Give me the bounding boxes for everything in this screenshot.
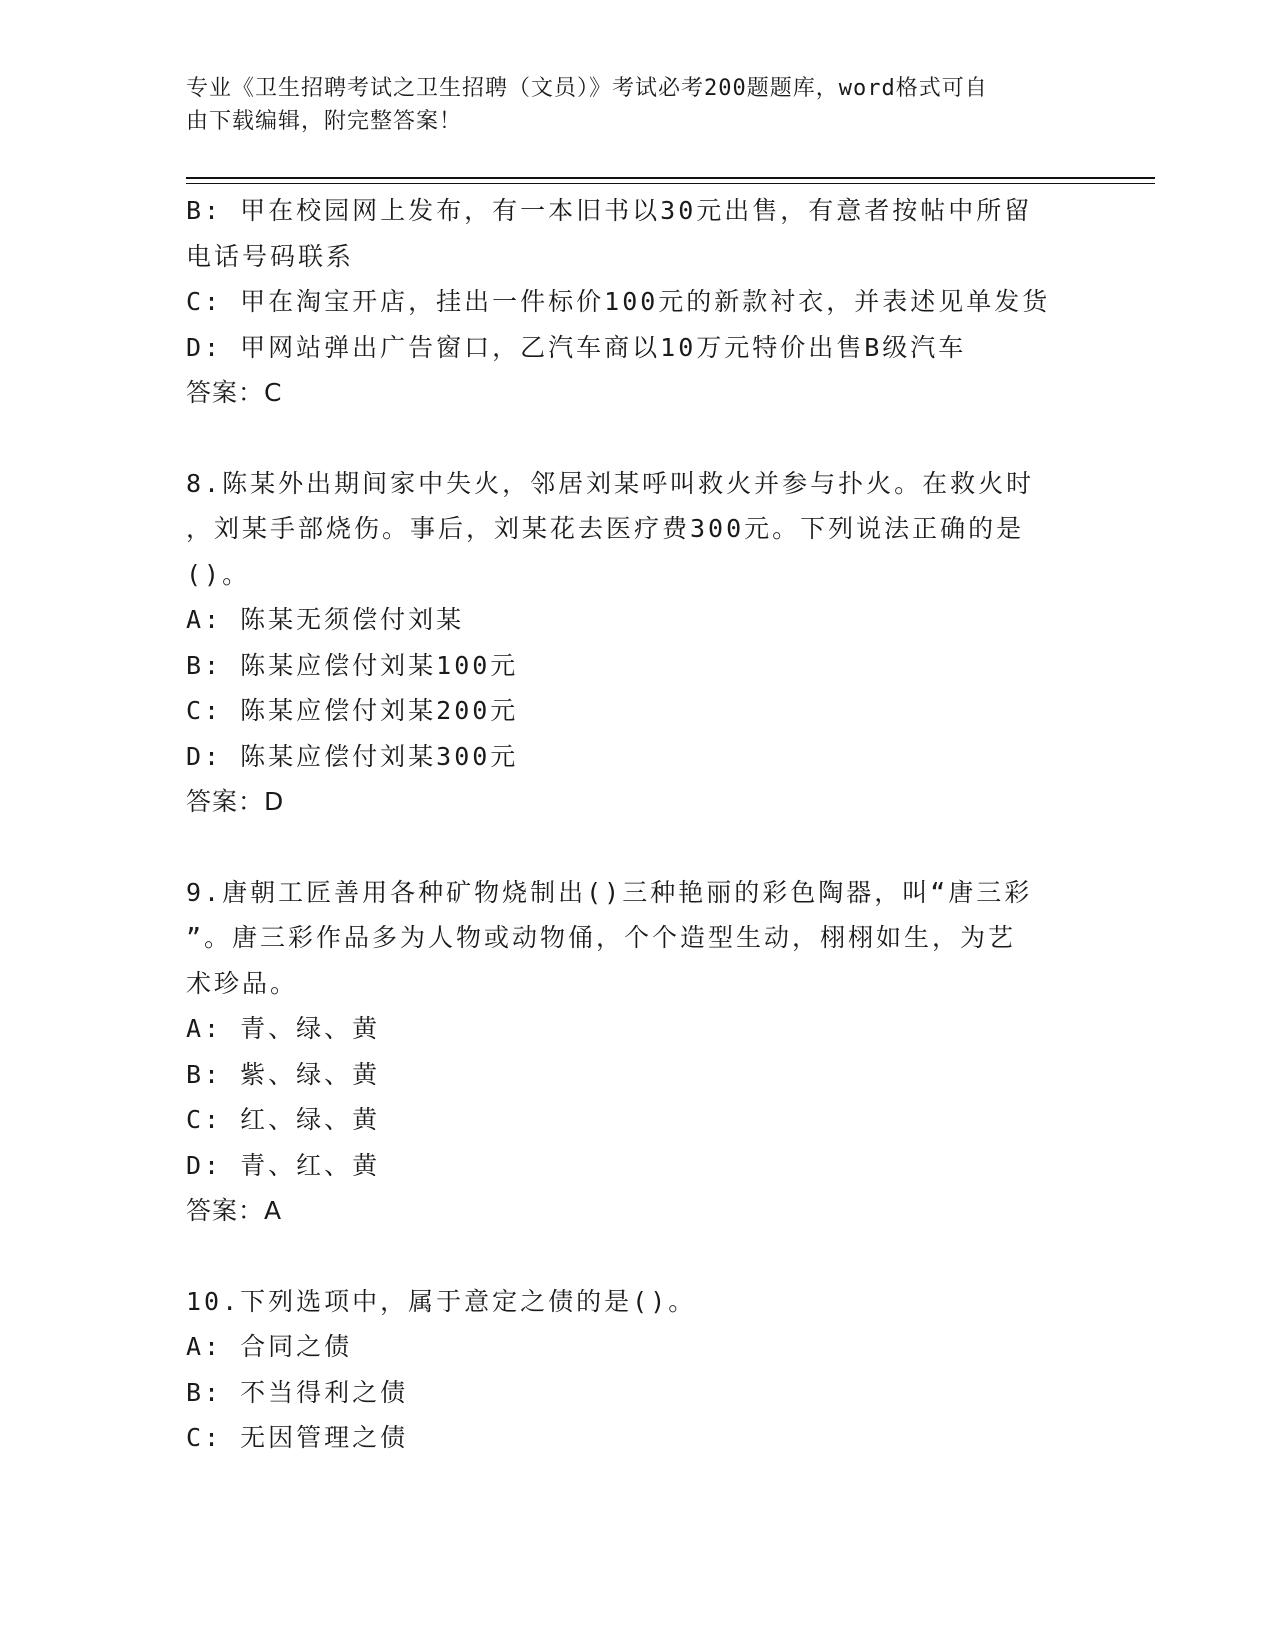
spacer	[186, 1234, 1086, 1279]
option-c: C: 无因管理之债	[186, 1423, 409, 1452]
document-header	[186, 72, 1086, 138]
option-d: D: 青、红、黄	[186, 1150, 381, 1180]
option-b: B: 不当得利之债	[186, 1377, 409, 1407]
option-c: C: 甲在淘宝开店，挂出一件标价100元的新款衬衣，并表述见单发货	[186, 287, 1051, 316]
question-10	[186, 1279, 1086, 1461]
question-stem-line-2: ”。唐三彩作品多为人物或动物俑，个个造型生动，栩栩如生，为艺	[186, 923, 1017, 952]
spacer	[186, 416, 1086, 461]
option-b-line-1: B: 甲在校园网上发布，有一本旧书以30元出售，有意者按帖中所留	[186, 196, 1033, 225]
option-d: D: 甲网站弹出广告窗口，乙汽车商以10万元特价出售B级汽车	[186, 332, 967, 362]
question-9	[186, 870, 1086, 1234]
header-line-2: 由下载编辑，附完整答案！	[186, 109, 463, 134]
option-b-line-2: 电话号码联系	[186, 241, 355, 271]
answer: 答案：A	[186, 1196, 283, 1225]
spacer	[186, 825, 1086, 870]
question-8	[186, 461, 1086, 825]
document-body	[186, 188, 1086, 1461]
option-a: A: 青、绿、黄	[186, 1014, 381, 1043]
header-line-1: 专业《卫生招聘考试之卫生招聘（文员）》考试必考200题题库，word格式可自	[186, 76, 988, 101]
option-a: A: 合同之债	[186, 1332, 353, 1361]
question-stem-line-3: 术珍品。	[186, 968, 299, 998]
option-b: B: 紫、绿、黄	[186, 1059, 381, 1089]
question-stem-line-1: 8.陈某外出期间家中失火，邻居刘某呼叫救火并参与扑火。在救火时	[186, 468, 1035, 498]
header-divider-thick	[186, 177, 1155, 179]
option-a: A: 陈某无须偿付刘某	[186, 605, 465, 634]
header-divider-thin	[186, 183, 1155, 184]
option-c: C: 陈某应偿付刘某200元	[186, 696, 519, 725]
option-b: B: 陈某应偿付刘某100元	[186, 650, 519, 680]
answer: 答案：D	[186, 787, 285, 816]
question-stem-line-1: 10.下列选项中，属于意定之债的是()。	[186, 1286, 697, 1316]
question-7-continued	[186, 188, 1086, 416]
option-c: C: 红、绿、黄	[186, 1105, 381, 1134]
question-stem-line-2: ，刘某手部烧伤。事后，刘某花去医疗费300元。下列说法正确的是	[186, 514, 1025, 543]
question-stem-line-3: ()。	[186, 559, 251, 589]
answer: 答案：C	[186, 378, 283, 407]
option-d: D: 陈某应偿付刘某300元	[186, 741, 519, 771]
question-stem-line-1: 9.唐朝工匠善用各种矿物烧制出()三种艳丽的彩色陶器，叫“唐三彩	[186, 877, 1033, 907]
